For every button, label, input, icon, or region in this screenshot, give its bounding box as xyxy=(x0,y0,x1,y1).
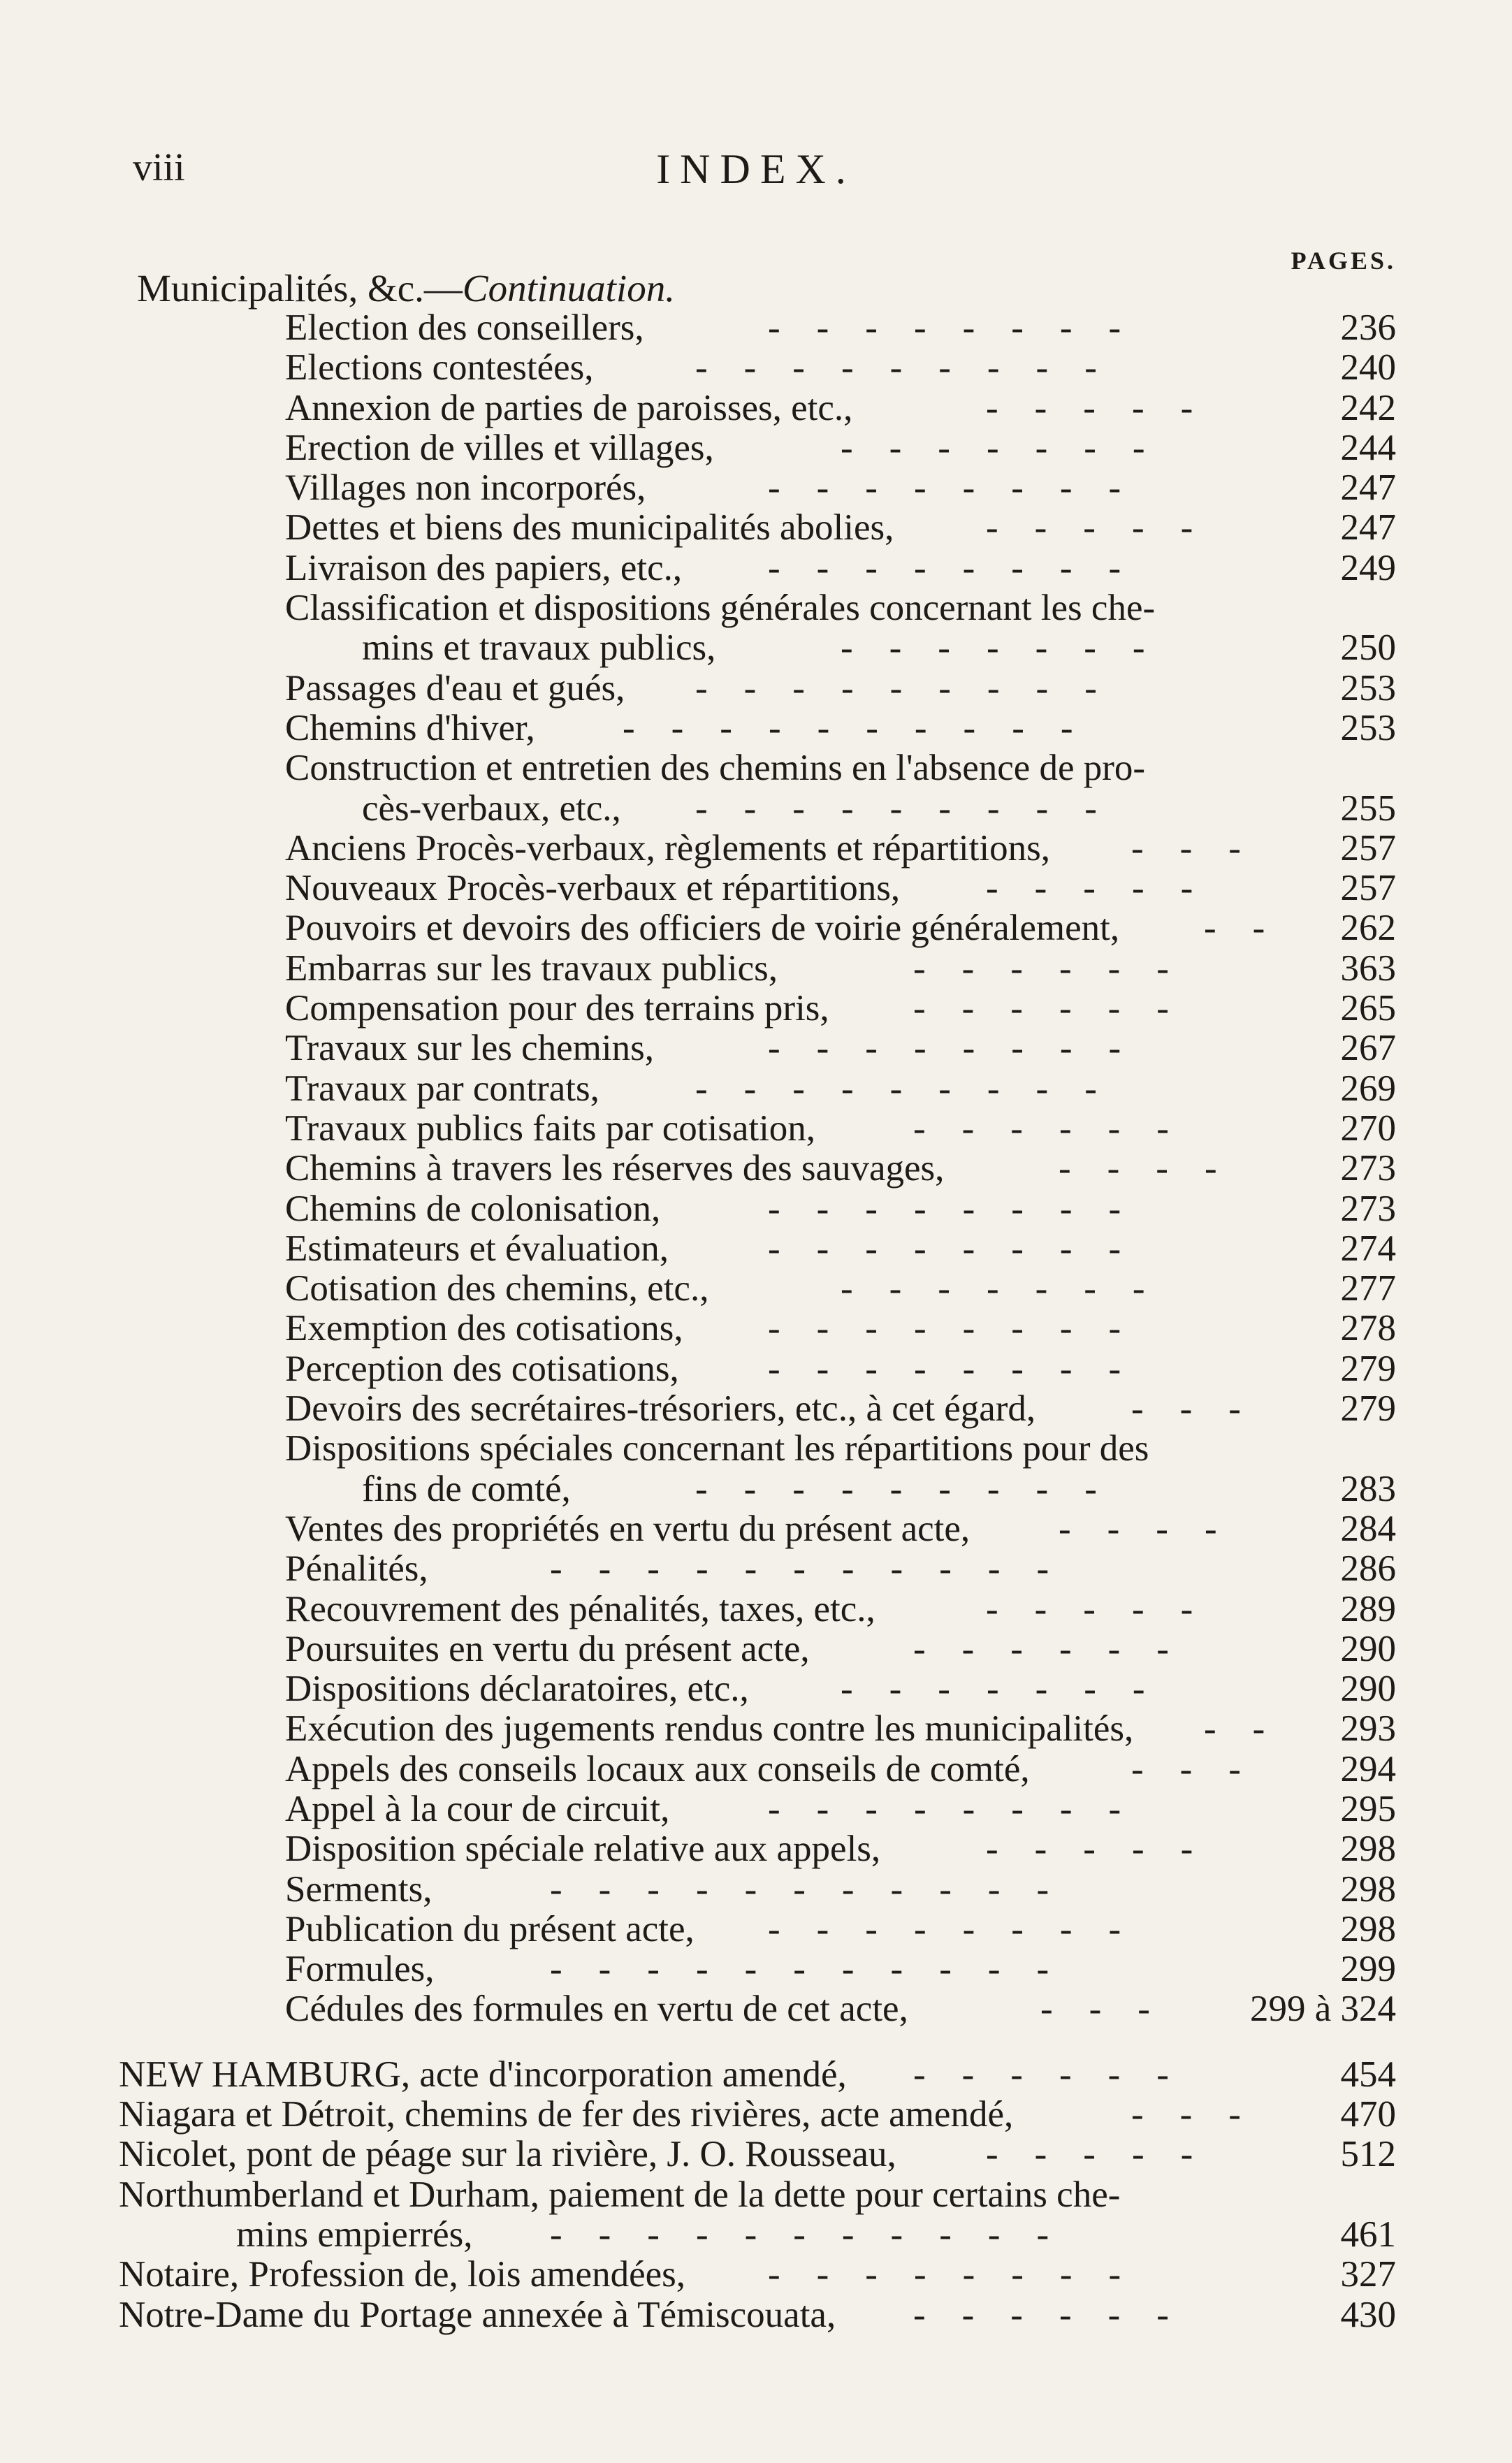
dot-leader: --- xyxy=(1131,1748,1277,1789)
entry-label: Travaux par contrats, xyxy=(285,1068,599,1109)
index-main-entry xyxy=(0,2175,1512,2215)
entry-page-number: 247 xyxy=(1340,507,1396,548)
entry-label: Appel à la cour de circuit, xyxy=(285,1788,670,1829)
index-entry xyxy=(0,829,1512,869)
entry-label: Publication du présent acte, xyxy=(285,1908,695,1949)
entry-page-number: 269 xyxy=(1340,1068,1396,1109)
entry-page-number: 470 xyxy=(1340,2094,1396,2135)
index-entry xyxy=(0,508,1512,548)
dot-leader: --------- xyxy=(695,1468,1133,1509)
index-entry xyxy=(0,869,1512,908)
entry-label: Travaux sur les chemins, xyxy=(285,1028,654,1069)
entry-label: Classification et dispositions générales concernant les che- xyxy=(285,588,1156,629)
entry-page-number: 279 xyxy=(1340,1348,1396,1389)
index-entry xyxy=(0,1709,1512,1749)
entry-page-number: 257 xyxy=(1340,868,1396,909)
entry-page-number: 289 xyxy=(1340,1588,1396,1629)
entry-page-number: 298 xyxy=(1340,1868,1396,1910)
dot-leader: ---------- xyxy=(623,707,1110,748)
index-main-entry xyxy=(0,2135,1512,2174)
dot-leader: -------- xyxy=(768,467,1158,509)
dot-leader: ------ xyxy=(913,947,1205,989)
entry-label: Formules, xyxy=(285,1949,435,1990)
entry-label: Estimateurs et évaluation, xyxy=(285,1228,669,1269)
dot-leader: ------- xyxy=(841,1669,1182,1710)
dot-leader: ----- xyxy=(986,2134,1230,2175)
dot-leader: ----- xyxy=(986,868,1230,909)
entry-label: fins de comté, xyxy=(362,1468,571,1509)
index-main-entry xyxy=(0,2095,1512,2135)
dot-leader: ------ xyxy=(913,988,1205,1029)
dot-leader: --- xyxy=(1131,1388,1277,1430)
dot-leader: -- xyxy=(1204,1708,1302,1750)
entry-label: Pouvoirs et devoirs des officiers de voirie généralement, xyxy=(285,908,1120,949)
index-entry xyxy=(0,908,1512,948)
entry-page-number: 290 xyxy=(1340,1669,1396,1710)
entry-label: Nouveaux Procès-verbaux et répartitions, xyxy=(285,868,901,909)
index-entry xyxy=(0,588,1512,628)
dot-leader: ----- xyxy=(986,1829,1230,1870)
dot-leader: ------ xyxy=(913,1628,1205,1669)
index-entry xyxy=(0,1309,1512,1349)
entry-page-number: 274 xyxy=(1340,1228,1396,1269)
index-entry xyxy=(0,1469,1512,1509)
dot-leader: ------ xyxy=(913,2294,1205,2335)
entry-page-number: 253 xyxy=(1340,667,1396,709)
entry-page-number: 293 xyxy=(1340,1708,1396,1750)
index-entry xyxy=(0,1509,1512,1549)
entry-label: Travaux publics faits par cotisation, xyxy=(285,1107,816,1149)
entry-page-number: 273 xyxy=(1340,1188,1396,1229)
entry-page-number: 267 xyxy=(1340,1028,1396,1069)
index-main-entry xyxy=(0,2055,1512,2095)
entry-page-number: 236 xyxy=(1340,307,1396,348)
index-entry xyxy=(0,1590,1512,1629)
index-entry xyxy=(0,628,1512,668)
dot-leader: --------- xyxy=(695,787,1133,829)
entry-page-number: 270 xyxy=(1340,1107,1396,1149)
index-entry xyxy=(0,669,1512,709)
index-entry xyxy=(0,1069,1512,1109)
entry-label: Recouvrement des pénalités, taxes, etc., xyxy=(285,1588,875,1629)
entry-page-number: 277 xyxy=(1340,1268,1396,1309)
entry-label: Livraison des papiers, etc., xyxy=(285,547,683,588)
index-entry xyxy=(0,388,1512,428)
dot-leader: ---- xyxy=(1059,1148,1253,1189)
index-entry xyxy=(0,1549,1512,1589)
section-gap xyxy=(0,2030,1512,2055)
entry-label: Villages non incorporés, xyxy=(285,467,646,509)
running-head xyxy=(0,145,1512,201)
entry-page-number: 299 xyxy=(1340,1949,1396,1990)
entry-label: cès-verbaux, etc., xyxy=(362,787,621,829)
entry-label: Perception des cotisations, xyxy=(285,1348,679,1389)
index-entry xyxy=(0,1949,1512,1989)
entry-page-number: 430 xyxy=(1340,2294,1396,2335)
dot-leader: -------- xyxy=(768,1788,1158,1829)
index-main-entry xyxy=(0,2255,1512,2295)
entry-page-number: 290 xyxy=(1340,1628,1396,1669)
index-entry xyxy=(0,1029,1512,1068)
dot-leader: --------- xyxy=(695,347,1133,388)
dot-leader: -- xyxy=(1204,908,1302,949)
entry-label: Cotisation des chemins, etc., xyxy=(285,1268,709,1309)
entry-page-number: 283 xyxy=(1340,1468,1396,1509)
entry-page-number: 249 xyxy=(1340,547,1396,588)
index-entry xyxy=(0,1870,1512,1910)
dot-leader: -------- xyxy=(768,547,1158,588)
dot-leader: -------- xyxy=(768,1308,1158,1349)
entry-page-number: 286 xyxy=(1340,1548,1396,1590)
index-entry xyxy=(0,1789,1512,1829)
dot-leader: ----------- xyxy=(550,1868,1086,1910)
dot-leader: ----- xyxy=(986,507,1230,548)
index-entry xyxy=(0,1829,1512,1869)
entry-page-number: 298 xyxy=(1340,1829,1396,1870)
entry-label: Disposition spéciale relative aux appels, xyxy=(285,1829,881,1870)
entry-page-number: 273 xyxy=(1340,1148,1396,1189)
entry-page-number: 244 xyxy=(1340,427,1396,468)
index-entry xyxy=(0,548,1512,588)
index-entry xyxy=(0,308,1512,348)
dot-leader: --- xyxy=(1131,827,1277,869)
dot-leader: -------- xyxy=(768,1228,1158,1269)
entry-label: Chemins à travers les réserves des sauvages, xyxy=(285,1148,945,1189)
entry-page-number: 454 xyxy=(1340,2054,1396,2095)
index-entry xyxy=(0,1349,1512,1389)
dot-leader: ------- xyxy=(841,427,1182,468)
section-heading xyxy=(137,269,1512,308)
entry-page-number: 298 xyxy=(1340,1908,1396,1949)
entry-page-number: 262 xyxy=(1340,908,1396,949)
index-main-entry xyxy=(0,2215,1512,2255)
page-title: INDEX. xyxy=(656,146,856,192)
entry-label: Notaire, Profession de, lois amendées, xyxy=(119,2254,685,2295)
dot-leader: ------ xyxy=(913,2054,1205,2095)
entry-page-number: 242 xyxy=(1340,387,1396,428)
entry-label: Ventes des propriétés en vertu du présent acte, xyxy=(285,1508,971,1549)
entry-label: Nicolet, pont de péage sur la rivière, J. O. Rousseau, xyxy=(119,2134,896,2175)
dot-leader: --------- xyxy=(695,667,1133,709)
entry-page-number: 279 xyxy=(1340,1388,1396,1430)
dot-leader: ------- xyxy=(841,1268,1182,1309)
index-section-municipalites xyxy=(0,269,1512,2335)
entry-label: Dettes et biens des municipalités abolies, xyxy=(285,507,894,548)
entry-page-number: 250 xyxy=(1340,627,1396,669)
dot-leader: --- xyxy=(1131,2094,1277,2135)
entry-page-number: 294 xyxy=(1340,1748,1396,1789)
entry-label: Compensation pour des terrains pris, xyxy=(285,988,829,1029)
index-entry xyxy=(0,1269,1512,1309)
dot-leader: -------- xyxy=(768,1348,1158,1389)
dot-leader: ------ xyxy=(913,1107,1205,1149)
entry-label: Poursuites en vertu du présent acte, xyxy=(285,1628,810,1669)
entry-label: Passages d'eau et gués, xyxy=(285,667,625,709)
entry-label: Construction et entretien des chemins en l'absence de pro- xyxy=(285,748,1146,789)
index-entry xyxy=(0,1149,1512,1189)
entry-page-number: 257 xyxy=(1340,827,1396,869)
dot-leader: -------- xyxy=(768,307,1158,348)
entry-label: mins empierrés, xyxy=(236,2214,473,2255)
index-entry xyxy=(0,428,1512,468)
entry-page-number: 363 xyxy=(1340,947,1396,989)
entry-page-number: 284 xyxy=(1340,1508,1396,1549)
dot-leader: ---- xyxy=(1059,1508,1253,1549)
entry-label: Appels des conseils locaux aux conseils de comté, xyxy=(285,1748,1030,1789)
dot-leader: ----- xyxy=(986,1588,1230,1629)
entry-label: Embarras sur les travaux publics, xyxy=(285,947,778,989)
index-entry xyxy=(0,1429,1512,1469)
entry-label: NEW HAMBURG, acte d'incorporation amendé, xyxy=(119,2054,847,2095)
index-entry xyxy=(0,789,1512,829)
entry-page-number: 240 xyxy=(1340,347,1396,388)
entry-label: Cédules des formules en vertu de cet acte, xyxy=(285,1989,908,2030)
entry-page-number: 327 xyxy=(1340,2254,1396,2295)
entry-page-number: 247 xyxy=(1340,467,1396,509)
continuation-label: Continuation. xyxy=(462,267,675,310)
entry-label: Chemins d'hiver, xyxy=(285,707,535,748)
entry-label: Devoirs des secrétaires-trésoriers, etc., à cet égard, xyxy=(285,1388,1036,1430)
entry-page-number: 255 xyxy=(1340,787,1396,829)
index-entry xyxy=(0,709,1512,748)
entry-label: Dispositions spéciales concernant les répartitions pour des xyxy=(285,1428,1149,1469)
entry-label: Niagara et Détroit, chemins de fer des rivières, acte amendé, xyxy=(119,2094,1014,2135)
entry-label: Exemption des cotisations, xyxy=(285,1308,683,1349)
entry-label: mins et travaux publics, xyxy=(362,627,716,669)
index-entry xyxy=(0,1669,1512,1709)
entry-label: Northumberland et Durham, paiement de la dette pour certains che- xyxy=(119,2174,1121,2215)
entry-label: Notre-Dame du Portage annexée à Témiscouata, xyxy=(119,2294,836,2335)
entry-label: Election des conseillers, xyxy=(285,307,644,348)
entry-label: Elections contestées, xyxy=(285,347,594,388)
folio: viii xyxy=(133,146,185,189)
dot-leader: ----- xyxy=(986,387,1230,428)
dot-leader: ----------- xyxy=(550,1949,1086,1990)
entry-label: Annexion de parties de paroisses, etc., xyxy=(285,387,853,428)
entry-label: Exécution des jugements rendus contre les municipalités, xyxy=(285,1708,1134,1750)
index-entry xyxy=(0,1229,1512,1269)
entry-page-number: 299 à 324 xyxy=(1249,1989,1396,2030)
index-entry xyxy=(0,1109,1512,1149)
index-entry xyxy=(0,1629,1512,1669)
entry-label: Erection de villes et villages, xyxy=(285,427,714,468)
sub-entry-list xyxy=(0,308,1512,2030)
index-entry xyxy=(0,1189,1512,1229)
entry-page-number: 512 xyxy=(1340,2134,1396,2175)
dot-leader: --------- xyxy=(695,1068,1133,1109)
entry-page-number: 278 xyxy=(1340,1308,1396,1349)
dot-leader: -------- xyxy=(768,1188,1158,1229)
index-entry xyxy=(0,1389,1512,1429)
dot-leader: ----------- xyxy=(550,2214,1086,2255)
entry-label: Dispositions déclaratoires, etc., xyxy=(285,1669,749,1710)
main-entry-list xyxy=(0,2055,1512,2335)
section-heading-text: Municipalités, &c.— xyxy=(137,267,463,310)
index-entry xyxy=(0,1989,1512,2029)
entry-page-number: 295 xyxy=(1340,1788,1396,1829)
dot-leader: ----------- xyxy=(550,1548,1086,1590)
entry-label: Chemins de colonisation, xyxy=(285,1188,661,1229)
index-entry xyxy=(0,348,1512,388)
index-entry xyxy=(0,989,1512,1029)
dot-leader: -------- xyxy=(768,1908,1158,1949)
entry-page-number: 253 xyxy=(1340,707,1396,748)
dot-leader: -------- xyxy=(768,1028,1158,1069)
index-entry xyxy=(0,468,1512,508)
index-entry xyxy=(0,949,1512,989)
entry-page-number: 265 xyxy=(1340,988,1396,1029)
index-entry xyxy=(0,748,1512,788)
entry-label: Pénalités, xyxy=(285,1548,428,1590)
dot-leader: ------- xyxy=(841,627,1182,669)
entry-label: Anciens Procès-verbaux, règlements et répartitions, xyxy=(285,827,1050,869)
index-entry xyxy=(0,1910,1512,1949)
dot-leader: --- xyxy=(1040,1989,1186,2030)
pages-column-label: PAGES. xyxy=(1291,247,1396,275)
entry-page-number: 461 xyxy=(1340,2214,1396,2255)
index-entry xyxy=(0,1750,1512,1789)
index-main-entry xyxy=(0,2295,1512,2335)
entry-label: Serments, xyxy=(285,1868,432,1910)
dot-leader: -------- xyxy=(768,2254,1158,2295)
